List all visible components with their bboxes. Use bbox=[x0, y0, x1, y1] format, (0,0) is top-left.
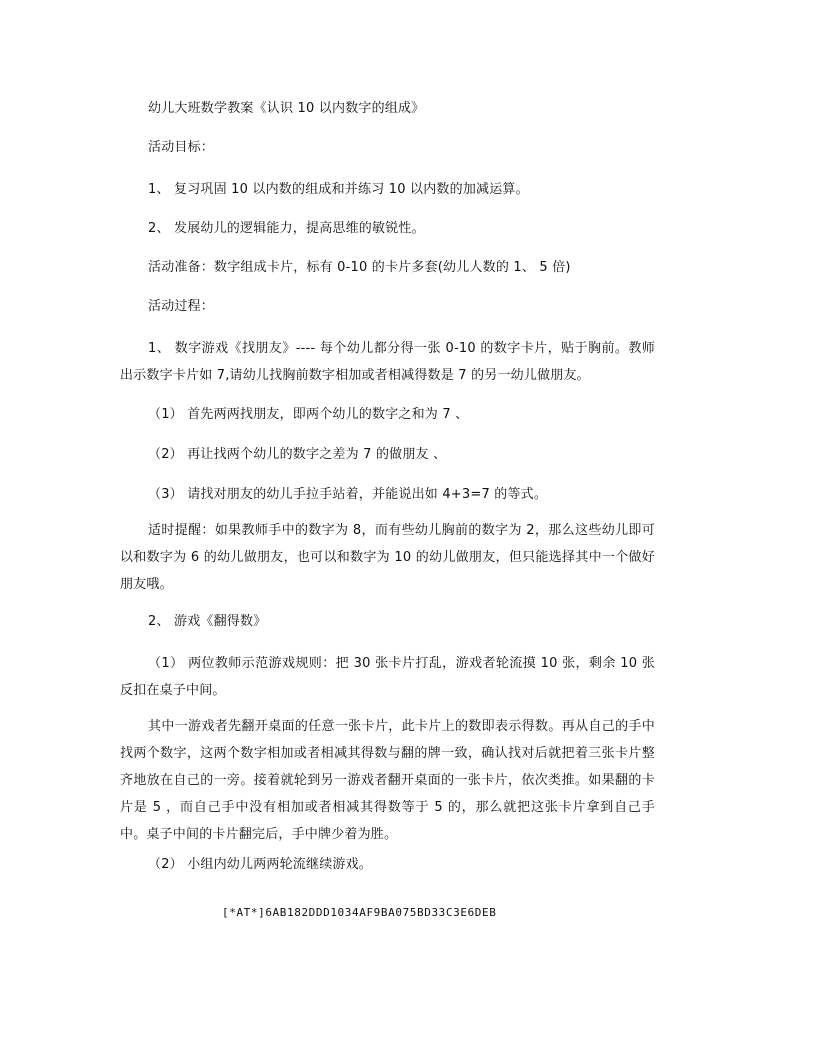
step-1-sub-2: （2） 再让找两个幼儿的数字之差为 7 的做朋友 、 bbox=[148, 447, 447, 462]
tip-paragraph: 适时提醒：如果教师手中的数字为 8，而有些幼儿胸前的数字为 2，那么这些幼儿即可以和数字为 6 的幼儿做朋友，也可以和数字为 10 的幼儿做朋友，但只能选择其中一个做好朋友哦。 bbox=[120, 523, 655, 592]
step-2-rules-paragraph: 其中一游戏者先翻开桌面的任意一张卡片，此卡片上的数即表示得数。再从自己的手中找两个数字，这两个数字相加或者相减其得数与翻的牌一致，确认找对后就把着三张卡片整齐地放在自己的一旁。接着就轮到另一游戏者翻开桌面的一张卡片，依次类推。如果翻的卡片是 5 ，而自己手中没有相加或者相减其得数等于 5 的，那么就把这张卡片拿到自己手中。桌子中间的卡片翻完后，手中牌少着为胜。 bbox=[120, 719, 655, 842]
step-1-paragraph: 1、 数字游戏《找朋友》---- 每个幼儿都分得一张 0-10 的数字卡片，贴于胸前。教师出示数字卡片如 7,请幼儿找胸前数字相加或者相减得数是 7 的另一幼儿做朋友。 bbox=[120, 341, 655, 383]
footer-code: [*AT*]6AB182DDD1034AF9BA075BD33C3E6DEB bbox=[222, 906, 497, 919]
document-title: 幼儿大班数学教案《认识 10 以内数字的组成》 bbox=[148, 101, 425, 116]
step-2-heading: 2、 游戏《翻得数》 bbox=[148, 614, 267, 629]
step-2-sub-2: （2） 小组内幼儿两两轮流继续游戏。 bbox=[148, 857, 373, 872]
step-1-sub-3: （3） 请找对朋友的幼儿手拉手站着，并能说出如 4+3=7 的等式。 bbox=[148, 487, 548, 502]
step-1-sub-1: （1） 首先两两找朋友，即两个幼儿的数字之和为 7 、 bbox=[148, 407, 469, 422]
goal-item-2: 2、 发展幼儿的逻辑能力，提高思维的敏锐性。 bbox=[148, 221, 425, 236]
goals-heading: 活动目标： bbox=[148, 140, 215, 155]
goal-item-1: 1、 复习巩固 10 以内数的组成和并练习 10 以内数的加减运算。 bbox=[148, 182, 529, 197]
step-2-sub-1: （1） 两位教师示范游戏规则：把 30 张卡片打乱，游戏者轮流摸 10 张，剩余 10 张反扣在桌子中间。 bbox=[120, 656, 655, 698]
process-heading: 活动过程： bbox=[148, 299, 215, 314]
preparation-line: 活动准备：数字组成卡片，标有 0-10 的卡片多套(幼儿人数的 1、 5 倍) bbox=[148, 260, 571, 275]
